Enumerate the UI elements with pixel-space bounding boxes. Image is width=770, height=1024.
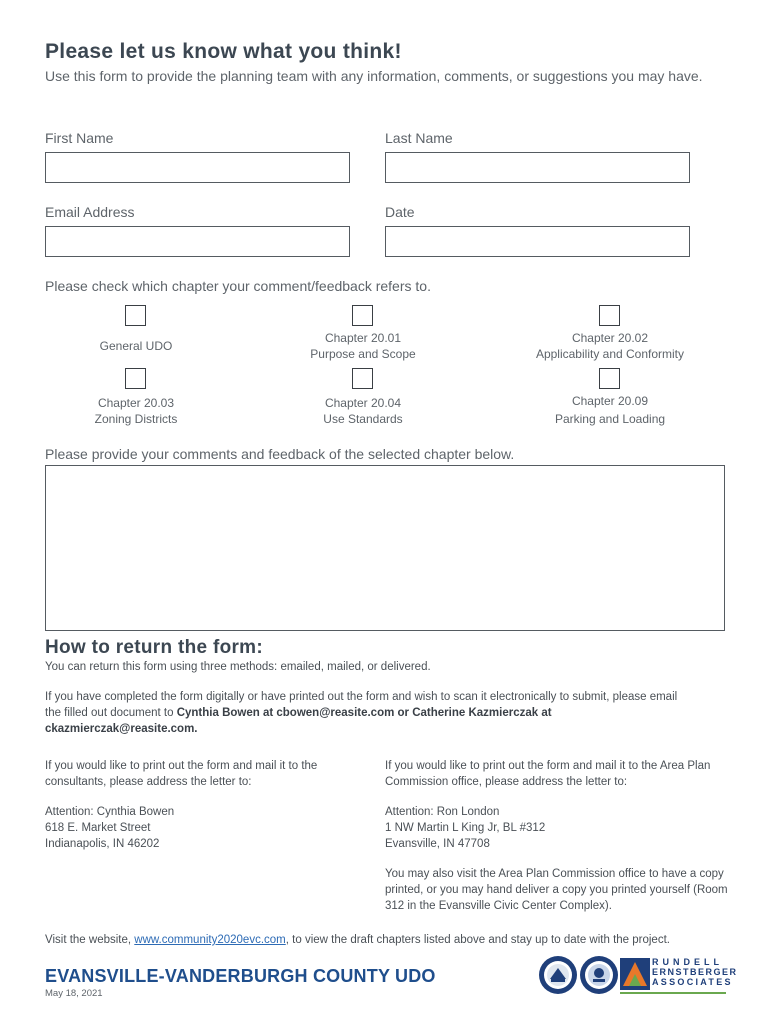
chapter-label-20-04: Chapter 20.04 Use Standards — [323, 396, 403, 426]
apc-address: Attention: Ron London 1 NW Martin L King Jr, BL #312 Evansville, IN 47708 — [385, 806, 546, 850]
rea-logo-text: RUNDELL ERNSTBERGER ASSOCIATES — [652, 957, 738, 987]
last-name-label: Last Name — [385, 130, 453, 146]
checkbox-chapter-20-03[interactable] — [125, 368, 146, 389]
chapter-label-20-03: Chapter 20.03 Zoning Districts — [94, 396, 178, 426]
checkbox-general-udo[interactable] — [125, 305, 146, 326]
consultants-address: Attention: Cynthia Bowen 618 E. Market Street Indianapolis, IN 46202 — [45, 806, 175, 850]
page-intro: Use this form to provide the planning team with any information, comments, or suggestions you may have. — [45, 68, 703, 84]
footer-date: May 18, 2021 — [45, 988, 103, 999]
email-instructions: If you have completed the form digitally or have printed out the form and wish to scan it electronically to submit, please email the filled out document to Cynthia Bowen at cbowen@reasite.com or Catherine Kazmierczak at ckazmierczak@reasite.com. — [45, 691, 678, 735]
page-title: Please let us know what you think! — [45, 40, 402, 63]
email-field[interactable] — [45, 226, 350, 257]
comments-textarea[interactable] — [45, 465, 725, 631]
checkbox-chapter-20-02[interactable] — [599, 305, 620, 326]
chapter-prompt: Please check which chapter your comment/feedback refers to. — [45, 278, 431, 294]
checkbox-chapter-20-04[interactable] — [352, 368, 373, 389]
return-methods-text: You can return this form using three methods: emailed, mailed, or delivered. — [45, 661, 431, 673]
rea-logo-underline — [620, 992, 726, 994]
checkbox-chapter-20-09[interactable] — [599, 368, 620, 389]
apc-visit-text: You may also visit the Area Plan Commission office to have a copy printed, or you may hand deliver a copy you printed yourself (Room 312 in the Evansville Civic Center Complex). — [385, 868, 728, 912]
chapter-label-20-09: Chapter 20.09 Parking and Loading — [554, 394, 666, 426]
chapter-label-general-udo: General UDO — [99, 339, 173, 353]
checkbox-chapter-20-01[interactable] — [352, 305, 373, 326]
mail-consultants-intro: If you would like to print out the form and mail it to the consultants, please address the letter to: — [45, 760, 318, 788]
last-name-field[interactable] — [385, 152, 690, 183]
date-label: Date — [385, 204, 415, 220]
chapter-label-20-01: Chapter 20.01 Purpose and Scope — [310, 331, 416, 361]
mail-apc-intro: If you would like to print out the form and mail it to the Area Plan Commission office, please address the letter to: — [385, 760, 711, 788]
footer-title: EVANSVILLE-VANDERBURGH COUNTY UDO — [45, 966, 436, 986]
website-text: Visit the website, www.community2020evc.com, to view the draft chapters listed above and stay up to date with the project. — [45, 934, 670, 946]
comments-prompt: Please provide your comments and feedback of the selected chapter below. — [45, 446, 515, 462]
evansville-seal-icon — [538, 955, 578, 995]
chapter-label-20-02: Chapter 20.02 Applicability and Conformity — [535, 331, 685, 361]
date-field[interactable] — [385, 226, 690, 257]
email-label: Email Address — [45, 204, 135, 220]
return-section-title: How to return the form: — [45, 637, 263, 658]
first-name-field[interactable] — [45, 152, 350, 183]
vanderburgh-seal-icon — [579, 955, 619, 995]
first-name-label: First Name — [45, 130, 114, 146]
website-link[interactable]: www.community2020evc.com — [134, 934, 286, 946]
rea-logo-icon — [620, 958, 650, 990]
